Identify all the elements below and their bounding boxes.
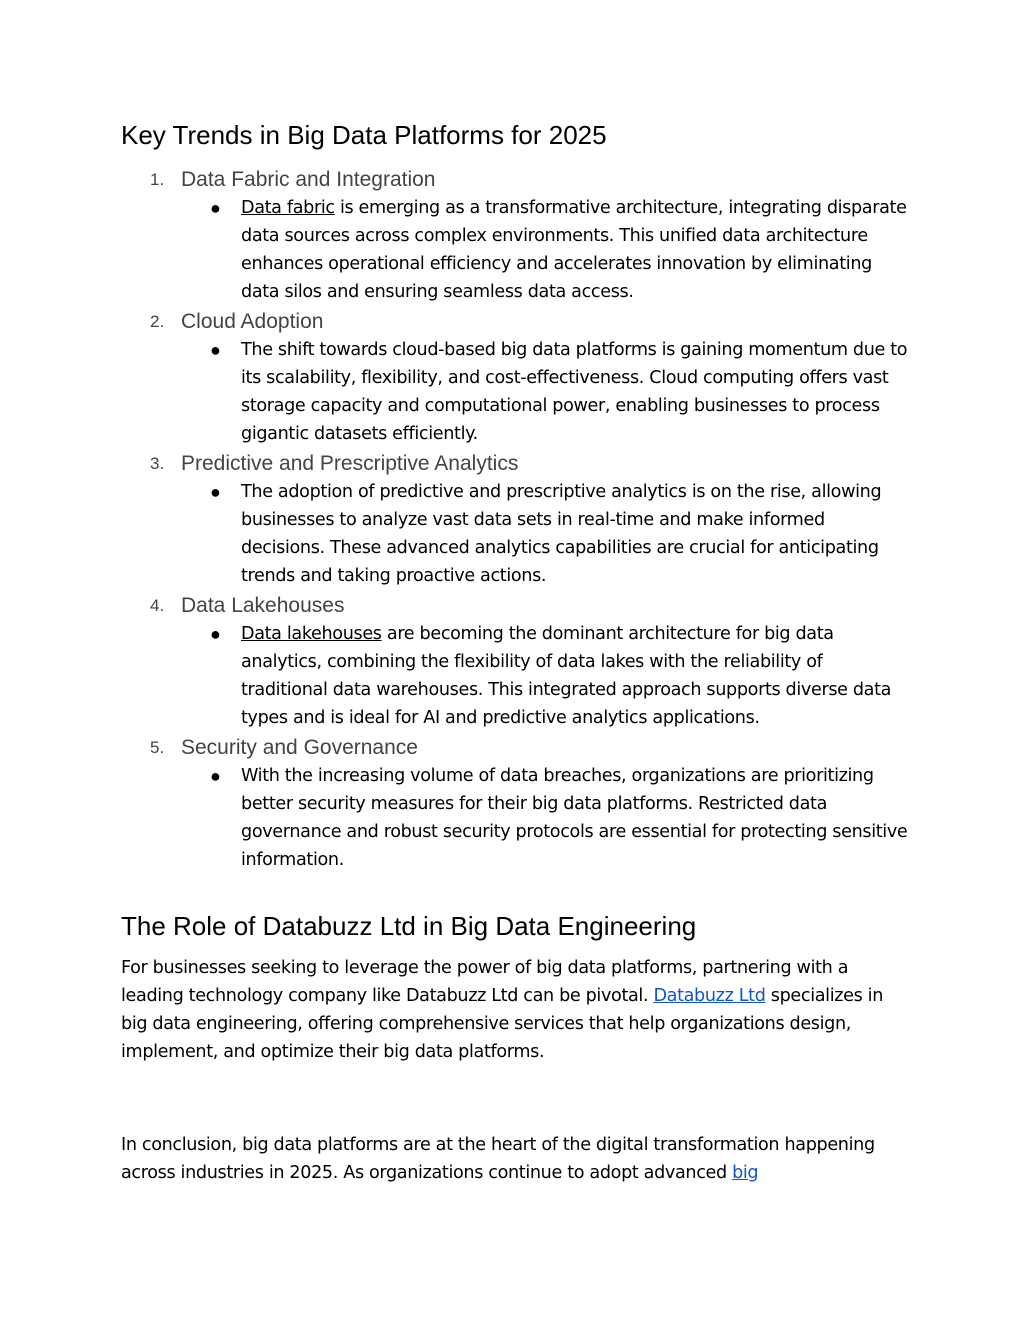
trends-heading: Key Trends in Big Data Platforms for 2025 (121, 120, 607, 150)
trend-item-security-governance (121, 734, 911, 876)
list-number: 5. (150, 738, 165, 757)
bullet-icon: ● (210, 340, 221, 360)
trend-description: The adoption of predictive and prescriptive analytics is on the rise, allowing businesses to analyze vast data sets in real-time and make informed decisions. These advanced analytics capabilities are crucial for anticipating trends and taking proactive actions. (241, 482, 882, 586)
list-number: 2. (150, 312, 165, 331)
trend-item-cloud-adoption (121, 308, 911, 450)
trend-description: Data fabric is emerging as a transformative architecture, integrating disparate data sources across complex environments. This unified data architecture enhances operational efficiency and accelerates innovation by eliminating data silos and ensuring seamless data access. (241, 198, 907, 302)
bullet-icon: ● (210, 624, 221, 644)
databuzz-link[interactable]: Databuzz Ltd (653, 986, 766, 1006)
big-data-link[interactable]: big (732, 1163, 759, 1183)
trend-item-predictive-analytics (121, 450, 911, 592)
trend-title: Cloud Adoption (181, 310, 324, 333)
trend-description: The shift towards cloud-based big data platforms is gaining momentum due to its scalability, flexibility, and cost-effectiveness. Cloud computing offers vast storage capacity and computational power, enabling businesses to process gigantic datasets efficiently. (241, 340, 908, 444)
list-number: 4. (150, 596, 165, 615)
conclusion-paragraph: In conclusion, big data platforms are at the heart of the digital transformation happening across industries in 2025. As organizations continue to adopt advanced big (121, 1135, 875, 1183)
trend-description: Data lakehouses are becoming the dominant architecture for big data analytics, combining the flexibility of data lakes with the reliability of traditional data warehouses. This integrated approach supports diverse data types and is ideal for AI and predictive analytics applications. (241, 624, 892, 728)
trend-title: Predictive and Prescriptive Analytics (181, 452, 519, 475)
role-paragraph: For businesses seeking to leverage the power of big data platforms, partnering with a leading technology company like Databuzz Ltd can be pivotal. Databuzz Ltd specializes in big data engineering, offering comprehensive services that help organizations design, implement, and optimize their big data platforms. (121, 958, 883, 1062)
bullet-icon: ● (210, 198, 221, 218)
trend-title: Security and Governance (181, 736, 418, 759)
data-lakehouses-link[interactable]: Data lakehouses (241, 624, 382, 644)
role-heading: The Role of Databuzz Ltd in Big Data Engineering (121, 911, 697, 941)
trend-item-data-lakehouses (121, 592, 911, 734)
trend-title: Data Lakehouses (181, 594, 345, 617)
bullet-icon: ● (210, 766, 221, 786)
trend-title: Data Fabric and Integration (181, 168, 436, 191)
trend-description: With the increasing volume of data breaches, organizations are prioritizing better security measures for their big data platforms. Restricted data governance and robust security protocols are essential for protecting sensitive information. (241, 766, 908, 870)
data-fabric-link[interactable]: Data fabric (241, 198, 335, 218)
bullet-icon: ● (210, 482, 221, 502)
trends-list (121, 166, 911, 876)
list-number: 1. (150, 170, 165, 189)
list-number: 3. (150, 454, 165, 473)
trend-item-data-fabric (121, 166, 911, 308)
